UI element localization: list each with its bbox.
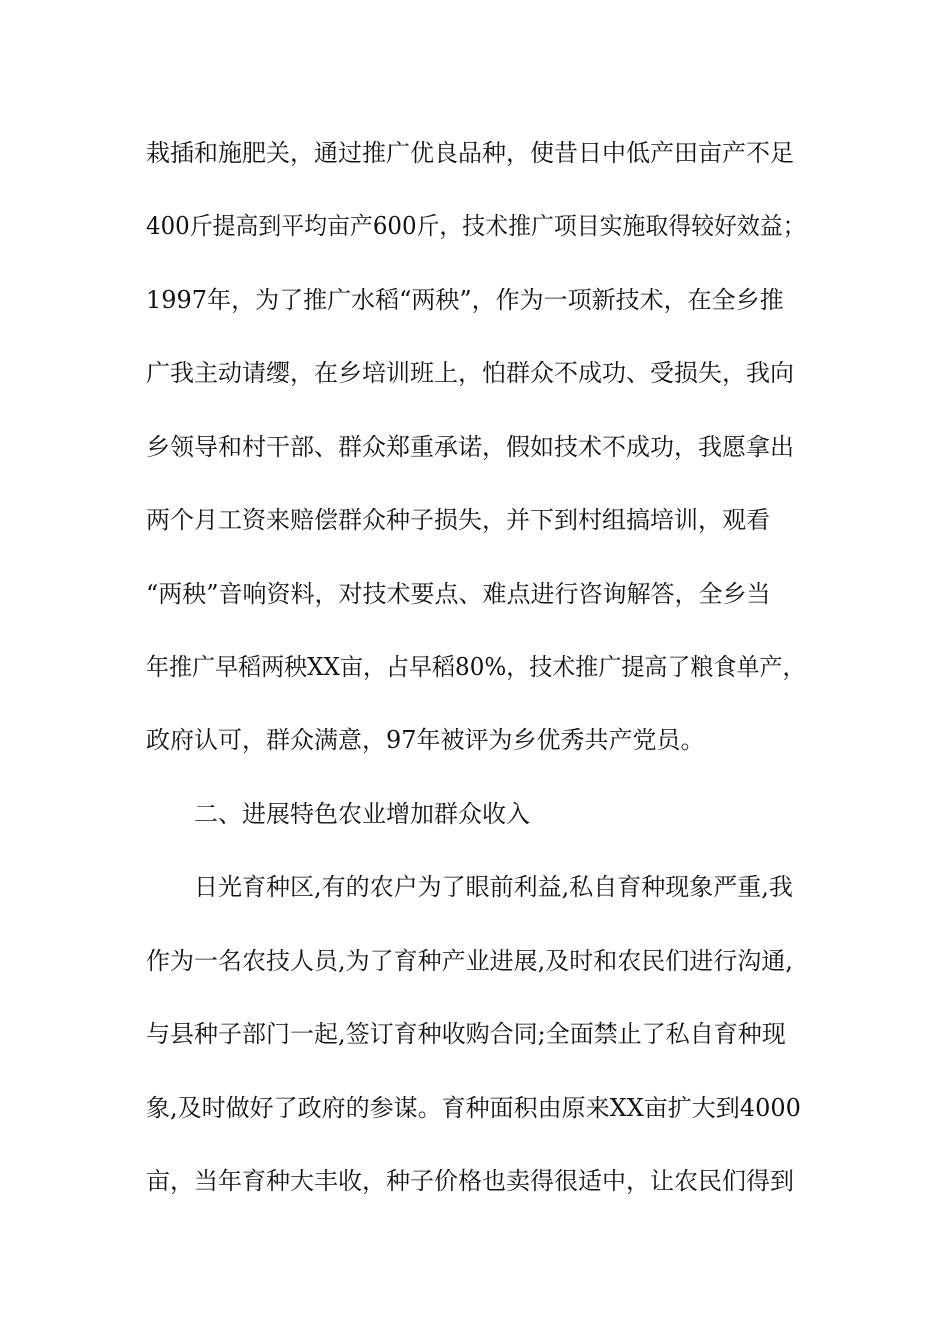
body-text-line: 亩，当年育种大丰收，种子价格也卖得很适中，让农民们得到 [146,1167,794,1195]
paragraph-first-line: 日光育种区,有的农户为了眼前利益,私自育种现象严重,我 [194,873,793,901]
body-text-line: 年推广早稻两秧XX亩，占早稻80%，技术推广提高了粮食单产， [146,653,806,681]
body-text-line: 政府认可，群众满意，97年被评为乡优秀共产党员。 [146,726,705,754]
body-text-line: “两秧”音响资料，对技术要点、难点进行咨询解答，全乡当 [146,580,771,608]
body-text-line: 栽插和施肥关，通过推广优良品种，使昔日中低产田亩产不足 [146,139,794,167]
section-heading: 二、进展特色农业增加群众收入 [194,800,530,828]
body-text-line: 乡领导和村干部、群众郑重承诺，假如技术不成功，我愿拿出 [146,433,794,461]
body-text-line: 广我主动请缨，在乡培训班上，怕群众不成功、受损失，我向 [146,359,794,387]
body-text-line: 象,及时做好了政府的参谋。育种面积由原来XX亩扩大到4000 [146,1094,801,1122]
body-text-line: 作为一名农技人员,为了育种产业进展,及时和农民们进行沟通, [146,947,793,975]
body-text-line: 400斤提高到平均亩产600斤，技术推广项目实施取得较好效益； [146,212,806,240]
body-text-line: 两个月工资来赔偿群众种子损失，并下到村组搞培训，观看 [146,506,770,534]
body-text-line: 与县种子部门一起,签订育种收购合同;全面禁止了私自育种现 [146,1020,786,1048]
body-text-line: 1997年，为了推广水稻“两秧”，作为一项新技术，在全乡推 [146,286,784,314]
